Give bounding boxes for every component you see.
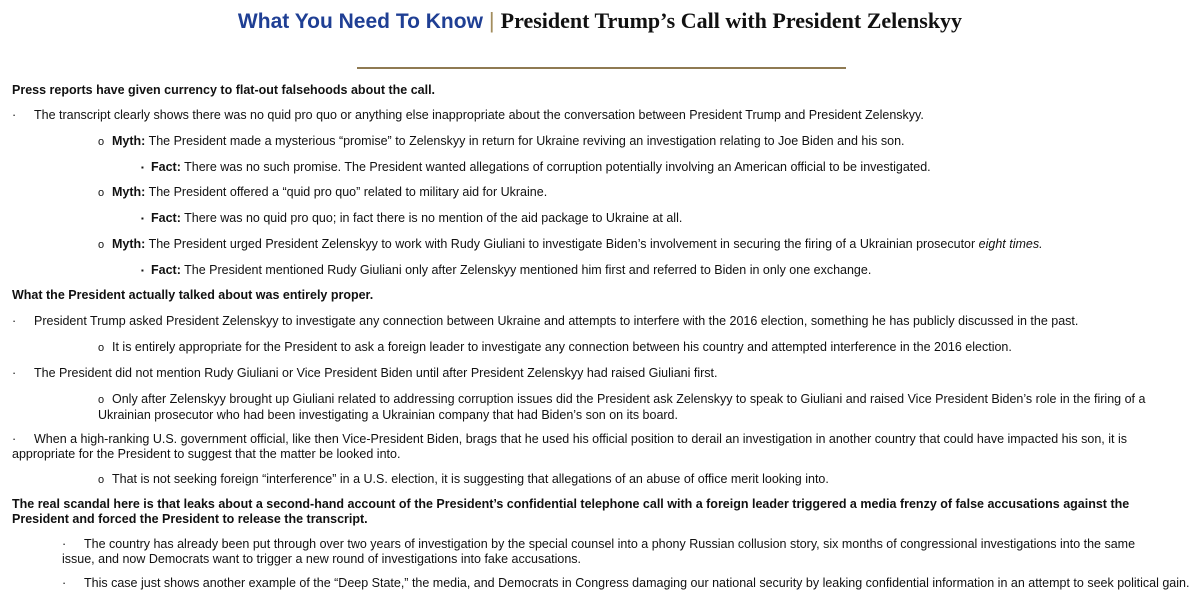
square-bullet: ▪ [141, 214, 144, 223]
sub-text: Only after Zelenskyy brought up Giuliani related to addressing corruption issues did the President ask Zelenskyy to speak to Giuliani and raised Vice President Biden’s role in the firing of a Ukrainian prosecutor who had been investigating a Ukrainian company that had Biden’s son on its board. [98, 392, 1146, 422]
bullet-dot: · [12, 366, 17, 380]
myth-item [98, 134, 905, 150]
bullet-text: This case just shows another example of the “Deep State,” the media, and Democrats in Congress damaging our national security by leaking confidential information in an attempt to seek political gain. [84, 576, 1190, 590]
circle-bullet: o [98, 342, 105, 354]
square-bullet: ▪ [141, 266, 144, 275]
bullet-dot: · [12, 432, 17, 446]
myth-text: The President urged President Zelenskyy to work with Rudy Giuliani to investigate Biden’s involvement in securing the firing of a Ukrainian prosecutor [148, 237, 976, 251]
fact-item [141, 211, 682, 226]
circle-bullet: o [98, 239, 105, 251]
myth-text: The President made a mysterious “promise” to Zelenskyy in return for Ukraine reviving an investigation relating to Joe Biden and his son. [148, 134, 905, 148]
myth-item [98, 237, 1043, 253]
section-heading-real-scandal: The real scandal here is that leaks about a second-hand account of the President’s confidential telephone call with a foreign leader triggered a media frenzy of false accusations against the President and forced the President to release the transcript. [12, 497, 1130, 526]
bullet-text: The President did not mention Rudy Giuliani or Vice President Biden until after President Zelenskyy had raised Giuliani first. [34, 366, 718, 380]
myth-emphasis: eight times. [978, 237, 1043, 251]
circle-bullet: o [98, 394, 105, 406]
circle-bullet: o [98, 187, 105, 199]
fact-text: There was no such promise. The President wanted allegations of corruption potentially involving an American official to be investigated. [184, 160, 931, 174]
bullet-item [62, 537, 1162, 567]
title-subject: President Trump’s Call with President Zelenskyy [500, 8, 963, 33]
circle-bullet: o [98, 474, 105, 486]
bullet-item [62, 576, 1189, 591]
fact-label: Fact: [151, 160, 181, 174]
fact-item [141, 263, 871, 278]
bullet-item [12, 314, 1078, 329]
bullet-text: The country has already been put through over two years of investigation by the special counsel into a phony Russian collusion story, six months of congressional investigations into the same issue, and now Democrats want to trigger a new round of investigations into fake accusations. [62, 537, 1136, 566]
sub-text: That is not seeking foreign “interference” in a U.S. election, it is suggesting that allegations of an abuse of office merit looking into. [112, 472, 829, 486]
sub-item [98, 472, 829, 488]
bullet-text: The transcript clearly shows there was no quid pro quo or anything else inappropriate about the conversation between President Trump and President Zelenskyy. [34, 108, 924, 122]
section-heading-falsehoods: Press reports have given currency to flat-out falsehoods about the call. [12, 83, 436, 97]
sub-item [98, 340, 1012, 356]
bullet-dot: · [12, 314, 17, 328]
fact-label: Fact: [151, 211, 181, 225]
bullet-text: When a high-ranking U.S. government official, like then Vice-President Biden, brags that he used his official position to derail an investigation in another country that could have impacted his son, it is appropriate for the President to suggest that the matter be looked into. [12, 432, 1127, 461]
bullet-item [12, 108, 924, 123]
fact-label: Fact: [151, 263, 181, 277]
bullet-dot: · [62, 537, 67, 551]
bullet-text: President Trump asked President Zelenskyy to investigate any connection between Ukraine and attempts to interfere with the 2016 election, something he has publicly discussed in the past. [34, 314, 1079, 328]
fact-text: There was no quid pro quo; in fact there is no mention of the aid package to Ukraine at all. [184, 211, 683, 225]
sub-item [98, 392, 1158, 423]
circle-bullet: o [98, 136, 105, 148]
section-heading-proper: What the President actually talked about was entirely proper. [12, 288, 374, 302]
myth-item [98, 185, 547, 201]
myth-text: The President offered a “quid pro quo” related to military aid for Ukraine. [148, 185, 548, 199]
sub-text: It is entirely appropriate for the President to ask a foreign leader to investigate any connection between his country and attempted interference in the 2016 election. [112, 340, 1012, 354]
square-bullet: ▪ [141, 163, 144, 172]
bullet-item [12, 432, 1172, 462]
title-what-you-need-to-know: What You Need To Know [237, 10, 483, 33]
fact-item [141, 160, 931, 175]
fact-text: The President mentioned Rudy Giuliani only after Zelenskyy mentioned him first and referred to Biden in only one exchange. [184, 263, 872, 277]
bullet-dot: · [12, 108, 17, 122]
bullet-item [12, 366, 717, 381]
myth-label: Myth: [112, 237, 146, 251]
myth-label: Myth: [112, 134, 146, 148]
myth-label: Myth: [112, 185, 146, 199]
title-separator: | [488, 8, 495, 33]
bullet-dot: · [62, 576, 67, 590]
